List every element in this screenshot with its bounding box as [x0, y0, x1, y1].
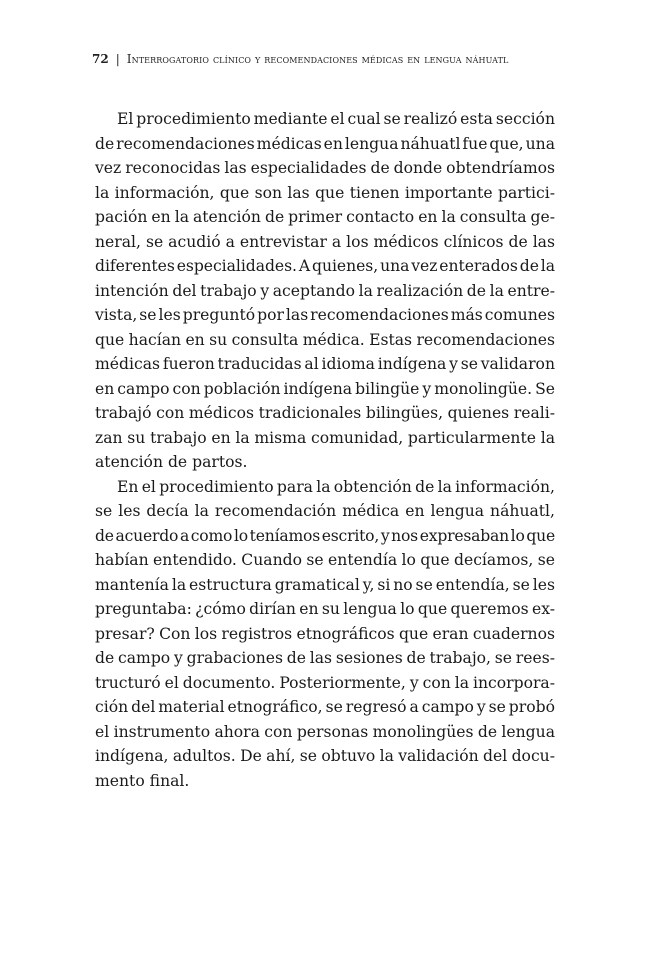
- body-text: [95, 107, 555, 793]
- text-line: se les decía la recomendación médica en lengua náhuatl,: [95, 502, 555, 520]
- text-line: vista, se les preguntó por las recomendaciones más comunes: [95, 306, 555, 324]
- text-line: indígena, adultos. De ahí, se obtuvo la validación del docu-: [95, 747, 555, 765]
- text-line: presar? Con los registros etnográficos que eran cuadernos: [95, 624, 555, 643]
- text-line: la información, que son las que tienen importante partici-: [95, 183, 555, 202]
- page-number: 72: [92, 52, 109, 66]
- text-line: ción del material etnográfico, se regresó a campo y se probó: [95, 698, 555, 716]
- text-line: atención de partos.: [95, 453, 248, 471]
- text-line: habían entendido. Cuando se entendía lo que decíamos, se: [95, 551, 555, 569]
- paragraph-1: [95, 107, 555, 475]
- text-line: pación en la atención de primer contacto en la consulta ge-: [95, 208, 555, 226]
- text-line: de acuerdo a como lo teníamos escrito, y nos expresaban lo que: [95, 526, 555, 545]
- text-line: preguntaba: ¿cómo dirían en su lengua lo que queremos ex-: [95, 600, 555, 618]
- text-line: El procedimiento mediante el cual se realizó esta sección: [117, 110, 555, 128]
- text-line: médicas fueron traducidas al idioma indígena y se validaron: [95, 355, 555, 373]
- text-line: diferentes especialidades. A quienes, una vez enterados de la: [95, 257, 555, 275]
- text-line: neral, se acudió a entrevistar a los médicos clínicos de las: [95, 232, 555, 251]
- text-line: mantenía la estructura gramatical y, si no se entendía, se les: [95, 575, 555, 594]
- paragraph-2: [95, 475, 555, 794]
- text-line: intención del trabajo y aceptando la realización de la entre-: [95, 281, 555, 300]
- running-header: [92, 51, 562, 67]
- text-line: de campo y grabaciones de las sesiones de trabajo, se rees-: [95, 649, 555, 667]
- text-line: zan su trabajo en la misma comunidad, particularmente la: [95, 428, 555, 447]
- text-line: el instrumento ahora con personas monolingües de lengua: [95, 722, 555, 741]
- text-line: en campo con población indígena bilingüe y monolingüe. Se: [95, 379, 555, 398]
- text-line: En el procedimiento para la obtención de la información,: [117, 477, 555, 496]
- text-line: trabajó con médicos tradicionales bilingües, quienes reali-: [95, 404, 555, 422]
- text-line: vez reconocidas las especialidades de donde obtendríamos: [95, 159, 555, 177]
- text-line: que hacían en su consulta médica. Estas recomendaciones: [95, 330, 555, 349]
- running-title: Interrogatorio clínico y recomendaciones médicas en lengua náhuatl: [126, 52, 509, 66]
- header-separator: |: [115, 52, 120, 66]
- text-line: de recomendaciones médicas en lengua náhuatl fue que, una: [95, 134, 555, 153]
- text-line: mento final.: [95, 771, 190, 790]
- text-line: tructuró el documento. Posteriormente, y con la incorpora-: [95, 673, 555, 692]
